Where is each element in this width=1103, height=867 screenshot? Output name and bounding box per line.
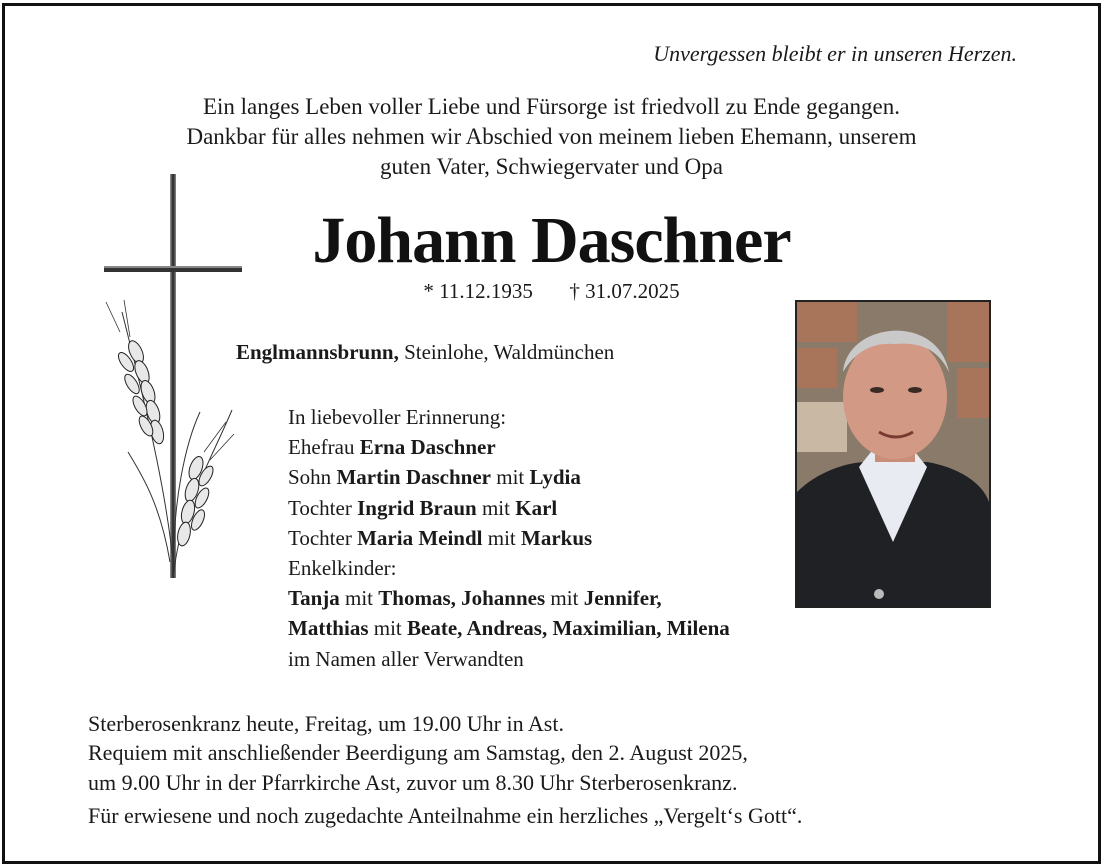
- family-heading: In liebevoller Erinnerung:: [288, 405, 507, 429]
- family-closing: im Namen aller Verwandten: [288, 646, 524, 671]
- death-date: † 31.07.2025: [569, 279, 680, 303]
- deceased-name: Johann Daschner: [312, 204, 791, 277]
- intro-line-1: Ein langes Leben voller Liebe und Fürsorge ist friedvoll zu Ende gegangen.: [202, 94, 901, 119]
- portrait-photo: [795, 300, 991, 608]
- intro-line-2: Dankbar für alles nehmen wir Abschied von meinem lieben Ehemann, unserem: [186, 124, 917, 149]
- place-rest: Steinlohe, Waldmünchen: [398, 340, 615, 364]
- requiem-info-1: Requiem mit anschließender Beerdigung am Samstag, den 2. August 2025,: [88, 740, 748, 765]
- family-row-son: Sohn Martin Daschner mit Lydia: [288, 465, 581, 490]
- grandchildren-row-2: Matthias mit Beate, Andreas, Maximilian, Milena: [288, 616, 730, 641]
- grandchildren-label: Enkelkinder:: [288, 556, 397, 581]
- family-list: [288, 402, 730, 674]
- thanks-line: Für erwiesene und noch zugedachte Anteilnahme ein herzliches „Vergelt‘s Gott“.: [88, 803, 803, 828]
- grandchildren-row-1: Tanja mit Thomas, Johannes mit Jennifer,: [288, 586, 662, 611]
- family-row-daughter-1: Tochter Ingrid Braun mit Karl: [288, 495, 558, 520]
- family-row-wife: Ehefrau Erna Daschner: [288, 435, 496, 460]
- places: [236, 340, 614, 365]
- place-main: Englmannsbrunn,: [236, 340, 399, 364]
- family-row-daughter-2: Tochter Maria Meindl mit Markus: [288, 525, 593, 550]
- birth-date: * 11.12.1935: [423, 279, 533, 303]
- rosary-info: Sterberosenkranz heute, Freitag, um 19.00 Uhr in Ast.: [88, 711, 564, 736]
- intro-line-3: guten Vater, Schwiegervater und Opa: [380, 154, 723, 179]
- requiem-info-2: um 9.00 Uhr in der Pfarrkirche Ast, zuvor um 8.30 Uhr Sterberosenkranz.: [88, 770, 738, 795]
- motto: Unvergessen bleibt er in unseren Herzen.: [653, 41, 1017, 66]
